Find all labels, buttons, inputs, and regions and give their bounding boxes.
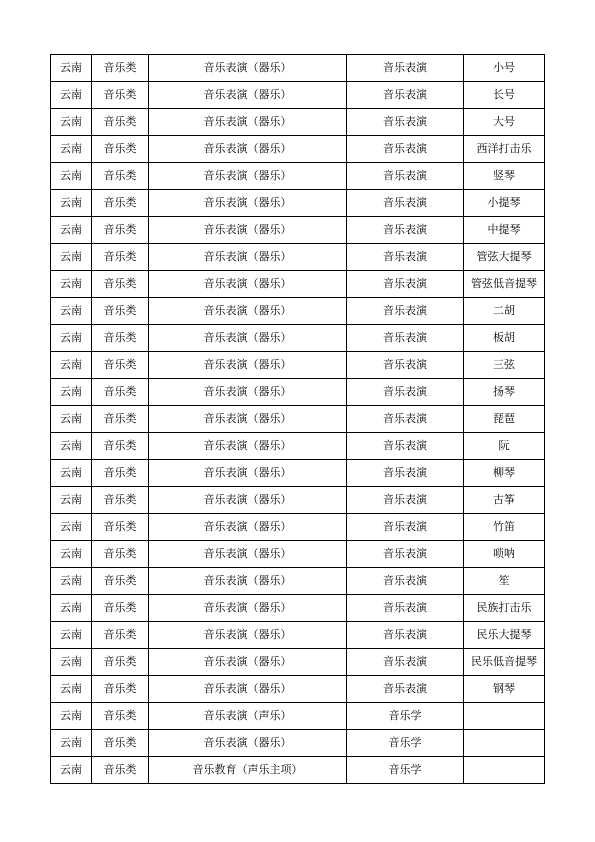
category-cell: 音乐类 [92, 352, 149, 379]
major-cell: 音乐表演 [347, 298, 464, 325]
province-cell: 云南 [51, 379, 92, 406]
province-cell: 云南 [51, 190, 92, 217]
table-row [51, 55, 545, 82]
category-cell: 音乐类 [92, 163, 149, 190]
table-row [51, 622, 545, 649]
table-row [51, 217, 545, 244]
table-row [51, 352, 545, 379]
instrument-cell: 扬琴 [464, 379, 545, 406]
table-row [51, 703, 545, 730]
table-row [51, 676, 545, 703]
major-cell: 音乐表演 [347, 217, 464, 244]
major-cell: 音乐学 [347, 730, 464, 757]
table-row [51, 325, 545, 352]
major-cell: 音乐学 [347, 703, 464, 730]
category-cell: 音乐类 [92, 703, 149, 730]
province-cell: 云南 [51, 55, 92, 82]
exam-subject-cell: 音乐表演（器乐） [149, 217, 347, 244]
major-cell: 音乐表演 [347, 190, 464, 217]
table-row [51, 595, 545, 622]
major-cell: 音乐表演 [347, 55, 464, 82]
province-cell: 云南 [51, 568, 92, 595]
category-cell: 音乐类 [92, 379, 149, 406]
table-row [51, 136, 545, 163]
category-cell: 音乐类 [92, 325, 149, 352]
major-cell: 音乐表演 [347, 325, 464, 352]
instrument-cell: 小提琴 [464, 190, 545, 217]
table-row [51, 163, 545, 190]
exam-subject-cell: 音乐表演（器乐） [149, 325, 347, 352]
instrument-cell: 民族打击乐 [464, 595, 545, 622]
exam-subject-cell: 音乐表演（器乐） [149, 352, 347, 379]
province-cell: 云南 [51, 514, 92, 541]
instrument-cell: 柳琴 [464, 460, 545, 487]
exam-subject-cell: 音乐表演（器乐） [149, 460, 347, 487]
table-row [51, 757, 545, 784]
province-cell: 云南 [51, 541, 92, 568]
category-cell: 音乐类 [92, 55, 149, 82]
category-cell: 音乐类 [92, 190, 149, 217]
exam-subject-cell: 音乐表演（器乐） [149, 676, 347, 703]
category-cell: 音乐类 [92, 298, 149, 325]
instrument-cell: 管弦大提琴 [464, 244, 545, 271]
exam-subject-cell: 音乐表演（器乐） [149, 82, 347, 109]
exam-subject-cell: 音乐表演（器乐） [149, 55, 347, 82]
instrument-cell: 板胡 [464, 325, 545, 352]
exam-subject-cell: 音乐表演（器乐） [149, 541, 347, 568]
instrument-cell: 阮 [464, 433, 545, 460]
exam-subject-cell: 音乐表演（器乐） [149, 406, 347, 433]
exam-subject-cell: 音乐表演（器乐） [149, 595, 347, 622]
table-row [51, 406, 545, 433]
category-cell: 音乐类 [92, 514, 149, 541]
instrument-cell: 小号 [464, 55, 545, 82]
province-cell: 云南 [51, 703, 92, 730]
exam-subject-cell: 音乐表演（器乐） [149, 190, 347, 217]
exam-subject-cell: 音乐表演（器乐） [149, 271, 347, 298]
major-cell: 音乐表演 [347, 406, 464, 433]
province-cell: 云南 [51, 595, 92, 622]
table-row [51, 433, 545, 460]
instrument-cell: 二胡 [464, 298, 545, 325]
category-cell: 音乐类 [92, 109, 149, 136]
instrument-cell [464, 730, 545, 757]
major-cell: 音乐表演 [347, 622, 464, 649]
instrument-cell: 西洋打击乐 [464, 136, 545, 163]
category-cell: 音乐类 [92, 730, 149, 757]
exam-subject-cell: 音乐表演（器乐） [149, 487, 347, 514]
table-row [51, 730, 545, 757]
province-cell: 云南 [51, 82, 92, 109]
category-cell: 音乐类 [92, 487, 149, 514]
province-cell: 云南 [51, 487, 92, 514]
instrument-cell: 竖琴 [464, 163, 545, 190]
category-cell: 音乐类 [92, 82, 149, 109]
major-cell: 音乐表演 [347, 541, 464, 568]
major-cell: 音乐表演 [347, 271, 464, 298]
exam-subject-cell: 音乐表演（器乐） [149, 379, 347, 406]
major-cell: 音乐表演 [347, 163, 464, 190]
admissions-table [50, 54, 545, 784]
exam-subject-cell: 音乐表演（器乐） [149, 109, 347, 136]
exam-subject-cell: 音乐表演（器乐） [149, 622, 347, 649]
instrument-cell: 民乐大提琴 [464, 622, 545, 649]
table-row [51, 244, 545, 271]
table-row [51, 649, 545, 676]
exam-subject-cell: 音乐表演（器乐） [149, 568, 347, 595]
table-row [51, 541, 545, 568]
province-cell: 云南 [51, 163, 92, 190]
instrument-cell: 唢呐 [464, 541, 545, 568]
exam-subject-cell: 音乐教育（声乐主项） [149, 757, 347, 784]
category-cell: 音乐类 [92, 136, 149, 163]
major-cell: 音乐表演 [347, 352, 464, 379]
category-cell: 音乐类 [92, 271, 149, 298]
major-cell: 音乐表演 [347, 136, 464, 163]
table-row [51, 487, 545, 514]
major-cell: 音乐表演 [347, 460, 464, 487]
table-body [51, 55, 545, 784]
major-cell: 音乐表演 [347, 676, 464, 703]
province-cell: 云南 [51, 271, 92, 298]
instrument-cell: 笙 [464, 568, 545, 595]
province-cell: 云南 [51, 325, 92, 352]
category-cell: 音乐类 [92, 406, 149, 433]
table-row [51, 568, 545, 595]
category-cell: 音乐类 [92, 649, 149, 676]
table-row [51, 298, 545, 325]
province-cell: 云南 [51, 460, 92, 487]
instrument-cell: 长号 [464, 82, 545, 109]
table-row [51, 379, 545, 406]
major-cell: 音乐表演 [347, 82, 464, 109]
major-cell: 音乐表演 [347, 109, 464, 136]
table-row [51, 460, 545, 487]
table-row [51, 109, 545, 136]
table-row [51, 514, 545, 541]
table-row [51, 190, 545, 217]
exam-subject-cell: 音乐表演（器乐） [149, 244, 347, 271]
exam-subject-cell: 音乐表演（器乐） [149, 163, 347, 190]
major-cell: 音乐表演 [347, 244, 464, 271]
exam-subject-cell: 音乐表演（器乐） [149, 136, 347, 163]
major-cell: 音乐表演 [347, 649, 464, 676]
category-cell: 音乐类 [92, 460, 149, 487]
instrument-cell: 三弦 [464, 352, 545, 379]
major-cell: 音乐学 [347, 757, 464, 784]
major-cell: 音乐表演 [347, 487, 464, 514]
category-cell: 音乐类 [92, 433, 149, 460]
instrument-cell: 竹笛 [464, 514, 545, 541]
major-cell: 音乐表演 [347, 379, 464, 406]
province-cell: 云南 [51, 676, 92, 703]
instrument-cell: 大号 [464, 109, 545, 136]
instrument-cell: 琵琶 [464, 406, 545, 433]
instrument-cell: 钢琴 [464, 676, 545, 703]
province-cell: 云南 [51, 298, 92, 325]
major-cell: 音乐表演 [347, 433, 464, 460]
exam-subject-cell: 音乐表演（器乐） [149, 514, 347, 541]
table-row [51, 82, 545, 109]
category-cell: 音乐类 [92, 541, 149, 568]
category-cell: 音乐类 [92, 217, 149, 244]
instrument-cell: 古筝 [464, 487, 545, 514]
province-cell: 云南 [51, 433, 92, 460]
exam-subject-cell: 音乐表演（器乐） [149, 649, 347, 676]
instrument-cell: 中提琴 [464, 217, 545, 244]
major-cell: 音乐表演 [347, 568, 464, 595]
table-row [51, 271, 545, 298]
major-cell: 音乐表演 [347, 595, 464, 622]
category-cell: 音乐类 [92, 622, 149, 649]
province-cell: 云南 [51, 757, 92, 784]
category-cell: 音乐类 [92, 757, 149, 784]
instrument-cell [464, 703, 545, 730]
province-cell: 云南 [51, 136, 92, 163]
category-cell: 音乐类 [92, 676, 149, 703]
province-cell: 云南 [51, 244, 92, 271]
province-cell: 云南 [51, 649, 92, 676]
instrument-cell [464, 757, 545, 784]
major-cell: 音乐表演 [347, 514, 464, 541]
instrument-cell: 管弦低音提琴 [464, 271, 545, 298]
category-cell: 音乐类 [92, 568, 149, 595]
category-cell: 音乐类 [92, 595, 149, 622]
exam-subject-cell: 音乐表演（器乐） [149, 730, 347, 757]
province-cell: 云南 [51, 352, 92, 379]
category-cell: 音乐类 [92, 244, 149, 271]
exam-subject-cell: 音乐表演（器乐） [149, 298, 347, 325]
province-cell: 云南 [51, 730, 92, 757]
exam-subject-cell: 音乐表演（声乐） [149, 703, 347, 730]
exam-subject-cell: 音乐表演（器乐） [149, 433, 347, 460]
instrument-cell: 民乐低音提琴 [464, 649, 545, 676]
province-cell: 云南 [51, 622, 92, 649]
province-cell: 云南 [51, 406, 92, 433]
province-cell: 云南 [51, 109, 92, 136]
province-cell: 云南 [51, 217, 92, 244]
